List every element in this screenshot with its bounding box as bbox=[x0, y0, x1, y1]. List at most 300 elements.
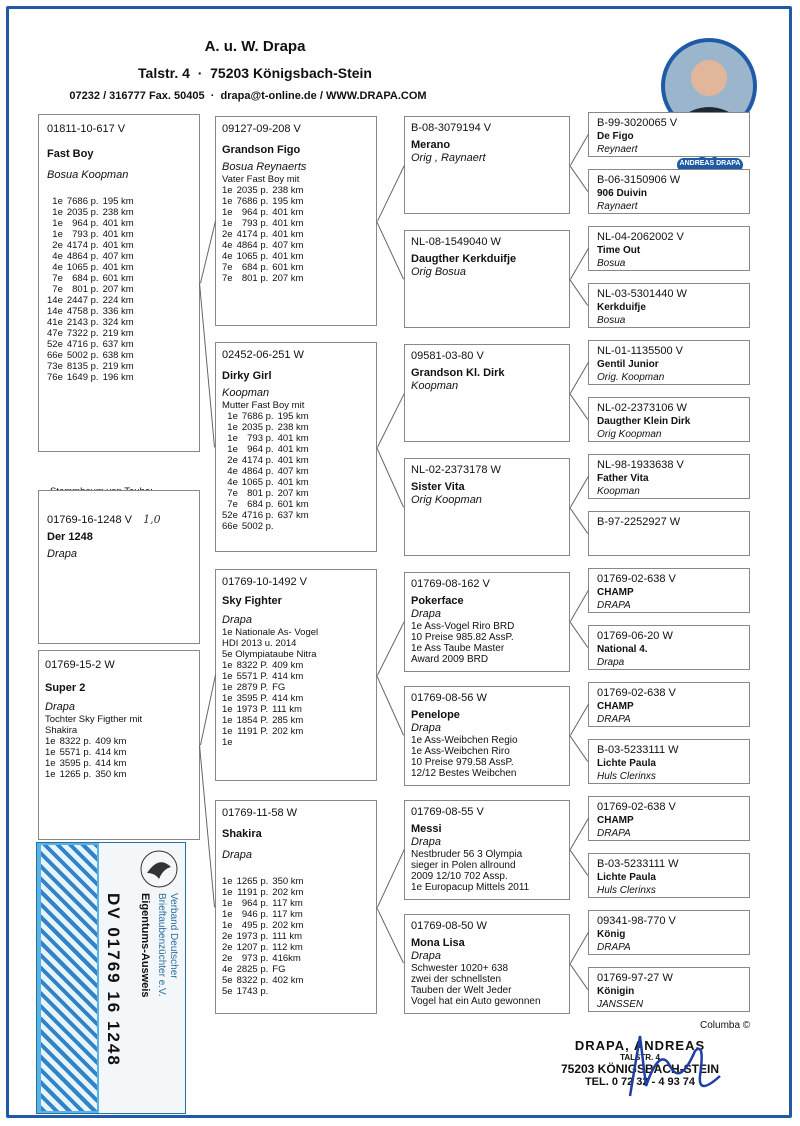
placing: 1e bbox=[222, 704, 233, 715]
ring-number: 09581-03-80 V bbox=[411, 350, 484, 362]
gen3-box-1 bbox=[404, 116, 570, 214]
distance: 195 km bbox=[277, 411, 309, 422]
breeder: Huls Clerinxs bbox=[597, 771, 656, 782]
participants: 7686 p. bbox=[66, 196, 99, 207]
note: 2009 12/10 702 Assp. bbox=[411, 871, 508, 882]
ring-number: B-08-3079194 V bbox=[411, 122, 492, 134]
gen3-box-6 bbox=[404, 686, 570, 786]
pigeon-name: Daugther Kerkduifje bbox=[411, 253, 517, 265]
participants: 801 p. bbox=[241, 273, 269, 284]
breeder: Drapa bbox=[411, 722, 441, 734]
gen4-box-2 bbox=[588, 169, 750, 214]
gen2-box-2 bbox=[215, 342, 377, 552]
placing: 1e bbox=[227, 422, 238, 433]
result-row bbox=[222, 909, 307, 920]
pigeon-name: Königin bbox=[597, 986, 635, 997]
ring-number: 09341-98-770 V bbox=[597, 915, 676, 927]
gen4-box-4 bbox=[588, 283, 750, 328]
distance: 285 km bbox=[272, 715, 304, 726]
placing: 1e bbox=[52, 196, 63, 207]
ring-number: 01811-10-617 V bbox=[47, 123, 126, 135]
result-row bbox=[222, 433, 313, 444]
ring-number: NL-08-1549040 W bbox=[411, 236, 501, 248]
result-row bbox=[222, 499, 313, 510]
placing: 1e bbox=[222, 876, 233, 887]
distance: 195 km bbox=[102, 196, 134, 207]
gen3-box-3 bbox=[404, 344, 570, 442]
breeder: Koopman bbox=[411, 380, 459, 392]
breeder: Drapa bbox=[411, 950, 441, 962]
distance: 638 km bbox=[102, 350, 134, 361]
pigeon-name: CHAMP bbox=[597, 701, 634, 712]
results-table bbox=[45, 736, 130, 780]
distance: 401 km bbox=[102, 229, 134, 240]
placing: 41e bbox=[47, 317, 63, 328]
ring-number: B-03-5233111 W bbox=[597, 744, 679, 756]
placing: 1e bbox=[222, 898, 233, 909]
participants: 4174 p. bbox=[66, 240, 99, 251]
placing: 1e bbox=[45, 747, 56, 758]
distance: 112 km bbox=[272, 942, 303, 953]
distance: 196 km bbox=[102, 372, 134, 383]
distance: 238 km bbox=[272, 185, 304, 196]
distance: 401 km bbox=[277, 444, 309, 455]
participants: 793 p. bbox=[241, 218, 269, 229]
result-row bbox=[222, 931, 307, 942]
result-row bbox=[222, 251, 307, 262]
placing: 1e bbox=[222, 207, 233, 218]
breeder: DRAPA bbox=[597, 828, 631, 839]
placing: 5e bbox=[222, 975, 233, 986]
gen4-box-7 bbox=[588, 454, 750, 499]
distance: FG bbox=[272, 964, 286, 975]
ring-number: 02452-06-251 W bbox=[222, 349, 304, 361]
result-row bbox=[222, 704, 307, 715]
breeder: Drapa bbox=[47, 548, 77, 560]
placing: 1e bbox=[227, 411, 238, 422]
breeder: Orig , Raynaert bbox=[411, 152, 486, 164]
result-row bbox=[47, 273, 138, 284]
note: Vogel hat ein Auto gewonnen bbox=[411, 996, 541, 1007]
placing: 1e bbox=[222, 660, 233, 671]
participants: 801 p. bbox=[247, 488, 274, 499]
gen4-box-6 bbox=[588, 397, 750, 442]
breeder: Orig Koopman bbox=[597, 429, 662, 440]
participants: 4864 p. bbox=[241, 466, 274, 477]
breeder: Orig. Koopman bbox=[597, 372, 665, 383]
distance: 601 km bbox=[102, 273, 134, 284]
ring-number: B-99-3020065 V bbox=[597, 117, 678, 129]
placing: 2e bbox=[222, 931, 233, 942]
participants: 3595 P. bbox=[236, 693, 269, 704]
result-row bbox=[47, 350, 138, 361]
breeder: Bosua bbox=[597, 258, 626, 269]
distance: 202 km bbox=[272, 920, 304, 931]
breeder: DRAPA bbox=[597, 942, 631, 953]
result-row bbox=[222, 196, 307, 207]
participants: 5571 P. bbox=[236, 671, 269, 682]
ring-number: 09127-09-208 V bbox=[222, 123, 301, 135]
gen4-box-5 bbox=[588, 340, 750, 385]
participants: 8322 p. bbox=[59, 736, 92, 747]
pigeon-name: Grandson Figo bbox=[222, 144, 301, 156]
gen3-box-8 bbox=[404, 914, 570, 1014]
participants: 8135 p. bbox=[66, 361, 99, 372]
result-row bbox=[222, 715, 307, 726]
result-row bbox=[47, 317, 138, 328]
participants: 4174 p. bbox=[241, 455, 274, 466]
result-row bbox=[222, 521, 313, 532]
note: Schwester 1020+ 638 bbox=[411, 963, 509, 974]
result-row bbox=[222, 207, 307, 218]
placing: 1e bbox=[222, 726, 233, 737]
participants: 1649 p. bbox=[66, 372, 99, 383]
ring-number: 01769-08-56 W bbox=[411, 692, 487, 704]
participants: 1065 p. bbox=[241, 477, 274, 488]
breeder: Drapa bbox=[222, 614, 252, 626]
placing: 76e bbox=[47, 372, 63, 383]
result-row bbox=[47, 306, 138, 317]
participants: 1065 p. bbox=[66, 262, 99, 273]
note: Vater Fast Boy mit bbox=[222, 174, 300, 185]
distance: 350 km bbox=[272, 876, 304, 887]
note: Mutter Fast Boy mit bbox=[222, 400, 305, 411]
distance: 401 km bbox=[277, 477, 309, 488]
participants: 793 p. bbox=[247, 433, 274, 444]
participants: 1191 p. bbox=[237, 887, 269, 898]
ring-number: 01769-08-162 V bbox=[411, 578, 490, 590]
distance: 336 km bbox=[102, 306, 134, 317]
ring-number: 01769-08-50 W bbox=[411, 920, 487, 932]
distance: 111 km bbox=[272, 931, 303, 942]
gen3-box-7 bbox=[404, 800, 570, 900]
logo bbox=[655, 36, 763, 186]
distance: 402 km bbox=[272, 975, 304, 986]
logo-text: ANDREAS DRAPA bbox=[679, 160, 741, 167]
result-row bbox=[222, 693, 307, 704]
pigeon-name: CHAMP bbox=[597, 815, 634, 826]
placing: 1e bbox=[45, 736, 56, 747]
pigeon-name: Sky Fighter bbox=[222, 595, 282, 607]
placing: 14e bbox=[47, 295, 63, 306]
breeder: Koopman bbox=[222, 387, 270, 399]
participants: 2447 p. bbox=[66, 295, 99, 306]
participants: 4174 p. bbox=[236, 229, 269, 240]
participants: 1191 P. bbox=[237, 726, 269, 737]
gen4-box-13 bbox=[588, 796, 750, 841]
gen4-box-11 bbox=[588, 682, 750, 727]
result-row bbox=[222, 422, 313, 433]
card-doc: Eigentums-Ausweis bbox=[139, 893, 151, 998]
distance: 350 km bbox=[95, 769, 127, 780]
breeder: Drapa bbox=[222, 849, 252, 861]
placing: 1e bbox=[222, 909, 233, 920]
distance: 407 km bbox=[102, 251, 134, 262]
participants: 946 p. bbox=[241, 909, 269, 920]
participants: 684 p. bbox=[241, 262, 269, 273]
breeder: Drapa bbox=[411, 608, 441, 620]
placing: 1e bbox=[222, 196, 233, 207]
note: HDI 2013 u. 2014 bbox=[222, 638, 297, 649]
gen4-box-14 bbox=[588, 853, 750, 898]
note: 5e Olympiataube Nitra bbox=[222, 649, 317, 660]
placing: 7e bbox=[52, 284, 63, 295]
note: Tochter Sky Figther mit bbox=[45, 714, 143, 725]
participants: 1207 p. bbox=[236, 942, 269, 953]
pigeon-name: Der 1248 bbox=[47, 531, 93, 543]
placing: 1e bbox=[222, 671, 233, 682]
distance bbox=[272, 737, 307, 748]
participants: 1973 P. bbox=[236, 704, 269, 715]
placing: 4e bbox=[227, 466, 238, 477]
result-row bbox=[45, 736, 130, 747]
placing: 4e bbox=[227, 477, 238, 488]
pigeon-name: Pokerface bbox=[411, 595, 464, 607]
breeder: Bosua Koopman bbox=[47, 169, 129, 181]
note: zwei der schnellsten bbox=[411, 974, 502, 985]
pigeon-name: Time Out bbox=[597, 245, 641, 256]
participants: 1265 p. bbox=[236, 876, 269, 887]
distance: 637 km bbox=[102, 339, 134, 350]
participants: 2035 p. bbox=[236, 185, 269, 196]
distance: 409 km bbox=[272, 660, 304, 671]
participants bbox=[237, 737, 273, 748]
ring-number: NL-01-1135500 V bbox=[597, 345, 684, 357]
distance: 207 km bbox=[272, 273, 304, 284]
result-row bbox=[45, 758, 130, 769]
distance: 111 km bbox=[272, 704, 302, 715]
placing: 1e bbox=[45, 758, 56, 769]
breeder: Drapa bbox=[411, 836, 441, 848]
placing: 7e bbox=[222, 273, 233, 284]
gen3-box-2 bbox=[404, 230, 570, 328]
placing: 1e bbox=[52, 229, 63, 240]
super2-box bbox=[38, 650, 200, 840]
result-row bbox=[222, 737, 307, 748]
participants: 7322 p. bbox=[66, 328, 99, 339]
breeder: DRAPA bbox=[597, 714, 631, 725]
placing: 1e bbox=[222, 693, 233, 704]
placing: 4e bbox=[222, 240, 233, 251]
ring-number: 01769-02-638 V bbox=[597, 573, 676, 585]
placing: 1e bbox=[222, 920, 233, 931]
participants: 7686 p. bbox=[236, 196, 269, 207]
pigeon-name: Penelope bbox=[411, 709, 460, 721]
pigeon-name: König bbox=[597, 929, 626, 940]
result-row bbox=[222, 455, 313, 466]
breeder: Koopman bbox=[597, 486, 640, 497]
participants: 1743 p. bbox=[236, 986, 269, 997]
distance: 416km bbox=[272, 953, 301, 964]
participants: 2825 p. bbox=[236, 964, 269, 975]
breeder: Drapa bbox=[597, 657, 625, 668]
note: 1e Ass-Vogel Riro BRD bbox=[411, 621, 515, 632]
distance: 219 km bbox=[102, 328, 134, 339]
placing: 7e bbox=[227, 488, 238, 499]
distance: 414 km bbox=[272, 693, 304, 704]
note: 1e Ass Taube Master bbox=[411, 643, 505, 654]
ring-number: 01769-11-58 W bbox=[222, 807, 298, 819]
placing: 66e bbox=[47, 350, 63, 361]
gen4-box-10 bbox=[588, 625, 750, 670]
ring-number: 01769-97-27 W bbox=[597, 972, 673, 984]
result-row bbox=[47, 295, 138, 306]
distance bbox=[278, 521, 313, 532]
pigeon-name: Father Vita bbox=[597, 473, 649, 484]
card-number: DV 01769 16 1248 bbox=[104, 893, 123, 1067]
participants: 5002 p. bbox=[66, 350, 99, 361]
distance bbox=[272, 986, 307, 997]
placing: 2e bbox=[227, 455, 238, 466]
distance: 238 km bbox=[277, 422, 309, 433]
result-row bbox=[222, 488, 313, 499]
distance: 401 km bbox=[277, 433, 309, 444]
note: Nestbruder 56 3 Olympia bbox=[411, 849, 523, 860]
result-row bbox=[222, 240, 307, 251]
result-row bbox=[222, 920, 307, 931]
note: 1e Nationale As- Vogel bbox=[222, 627, 319, 638]
participants: 4864 p. bbox=[236, 240, 269, 251]
placing: 52e bbox=[47, 339, 63, 350]
pigeon-name: Lichte Paula bbox=[597, 872, 656, 883]
note: 1e Europacup Mittels 2011 bbox=[411, 882, 530, 893]
result-row bbox=[222, 726, 307, 737]
handwritten-note: 1,0 bbox=[143, 513, 161, 526]
distance: 637 km bbox=[277, 510, 309, 521]
signature bbox=[600, 1026, 740, 1106]
distance: 207 km bbox=[277, 488, 309, 499]
pigeon-name: De Figo bbox=[597, 131, 634, 142]
distance: 202 km bbox=[272, 887, 304, 898]
result-row bbox=[45, 747, 130, 758]
result-row bbox=[222, 975, 307, 986]
placing: 7e bbox=[227, 499, 238, 510]
distance: 401 km bbox=[272, 229, 304, 240]
ring-number: B-06-3150906 W bbox=[597, 174, 681, 186]
placing: 5e bbox=[222, 986, 233, 997]
participants: 964 p. bbox=[241, 898, 269, 909]
distance: 601 km bbox=[272, 262, 304, 273]
distance: 401 km bbox=[272, 218, 304, 229]
note: 10 Preise 979.58 AssP. bbox=[411, 757, 514, 768]
result-row bbox=[222, 273, 307, 284]
gen2-box-1 bbox=[215, 116, 377, 326]
distance: 401 km bbox=[277, 455, 309, 466]
placing: 4e bbox=[222, 964, 233, 975]
der1248-box bbox=[38, 490, 200, 644]
result-row bbox=[47, 262, 138, 273]
gen4-box-3 bbox=[588, 226, 750, 271]
breeder: Raynaert bbox=[597, 201, 638, 212]
pigeon-name: Gentil Junior bbox=[597, 359, 659, 370]
result-row bbox=[222, 898, 307, 909]
ring-number: NL-03-5301440 W bbox=[597, 288, 687, 300]
placing: 1e bbox=[222, 185, 233, 196]
result-row bbox=[222, 262, 307, 273]
stamp-tel: TEL. 0 72 32 - 4 93 74 bbox=[584, 1076, 696, 1088]
pigeon-name: Dirky Girl bbox=[222, 370, 272, 382]
result-row bbox=[47, 339, 138, 350]
participants: 964 p. bbox=[72, 218, 99, 229]
distance: 414 km bbox=[95, 747, 127, 758]
result-row bbox=[47, 218, 138, 229]
breeder: Orig Bosua bbox=[411, 266, 467, 278]
pigeon-name: Fast Boy bbox=[47, 148, 94, 160]
participants: 7686 p. bbox=[241, 411, 274, 422]
breeder: Drapa bbox=[45, 701, 75, 713]
participants: 1265 p. bbox=[59, 769, 92, 780]
placing: 1e bbox=[45, 769, 56, 780]
stamp-name: DRAPA, ANDREAS bbox=[574, 1038, 706, 1053]
participants: 4758 p. bbox=[66, 306, 99, 317]
result-row bbox=[47, 207, 138, 218]
placing: 7e bbox=[52, 273, 63, 284]
note: sieger in Polen allround bbox=[411, 860, 516, 871]
gen2-box-4 bbox=[215, 800, 377, 1014]
breeder: JANSSEN bbox=[597, 999, 644, 1010]
participants: 4864 p. bbox=[66, 251, 99, 262]
placing: 2e bbox=[222, 953, 233, 964]
distance: 207 km bbox=[102, 284, 134, 295]
result-row bbox=[222, 411, 313, 422]
breeder: DRAPA bbox=[597, 600, 631, 611]
pigeon-name: Grandson Kl. Dirk bbox=[411, 367, 505, 379]
breeder: Huls Clerinxs bbox=[597, 885, 656, 896]
pigeon-name: Mona Lisa bbox=[411, 937, 465, 949]
participants: 2035 p. bbox=[66, 207, 99, 218]
pigeon-name: Super 2 bbox=[45, 682, 86, 694]
gen4-box-16 bbox=[588, 967, 750, 1012]
result-row bbox=[47, 196, 138, 207]
distance: 401 km bbox=[102, 218, 134, 229]
placing: 1e bbox=[227, 433, 238, 444]
ring-number: 01769-02-638 V bbox=[597, 801, 676, 813]
placing: 2e bbox=[222, 229, 233, 240]
distance: 219 km bbox=[102, 361, 134, 372]
distance: 401 km bbox=[272, 251, 304, 262]
stamp-city: 75203 KÖNIGSBACH-STEIN bbox=[560, 1062, 720, 1076]
participants: 1065 p. bbox=[236, 251, 269, 262]
note: 1e Ass-Weibchen Riro bbox=[411, 746, 510, 757]
participants: 2035 p. bbox=[241, 422, 274, 433]
placing: 1e bbox=[52, 207, 63, 218]
pigeon-name: 906 Duivin bbox=[597, 188, 648, 199]
distance: 401 km bbox=[272, 207, 304, 218]
ring-number: 01769-06-20 W bbox=[597, 630, 673, 642]
pigeon-name: Daugther Klein Dirk bbox=[597, 416, 691, 427]
participants: 4716 p. bbox=[66, 339, 99, 350]
participants: 964 p. bbox=[247, 444, 274, 455]
placing: 1e bbox=[222, 737, 233, 748]
stamp-street: TALSTR. 4 bbox=[620, 1053, 660, 1062]
participants: 5002 p. bbox=[241, 521, 274, 532]
participants: 4716 p. bbox=[241, 510, 274, 521]
placing: 1e bbox=[52, 218, 63, 229]
results-table bbox=[222, 660, 307, 748]
note: Award 2009 BRD bbox=[411, 654, 489, 665]
distance: FG bbox=[272, 682, 286, 693]
ring-number: B-97-2252927 W bbox=[597, 516, 681, 528]
ring-number: NL-02-2373106 W bbox=[597, 402, 687, 414]
distance: 407 km bbox=[272, 240, 304, 251]
results-table bbox=[222, 185, 307, 284]
result-row bbox=[47, 361, 138, 372]
participants: 793 p. bbox=[72, 229, 99, 240]
result-row bbox=[47, 240, 138, 251]
placing: 4e bbox=[52, 251, 63, 262]
distance: 601 km bbox=[277, 499, 309, 510]
columba-credit: Columba © bbox=[700, 1020, 751, 1031]
